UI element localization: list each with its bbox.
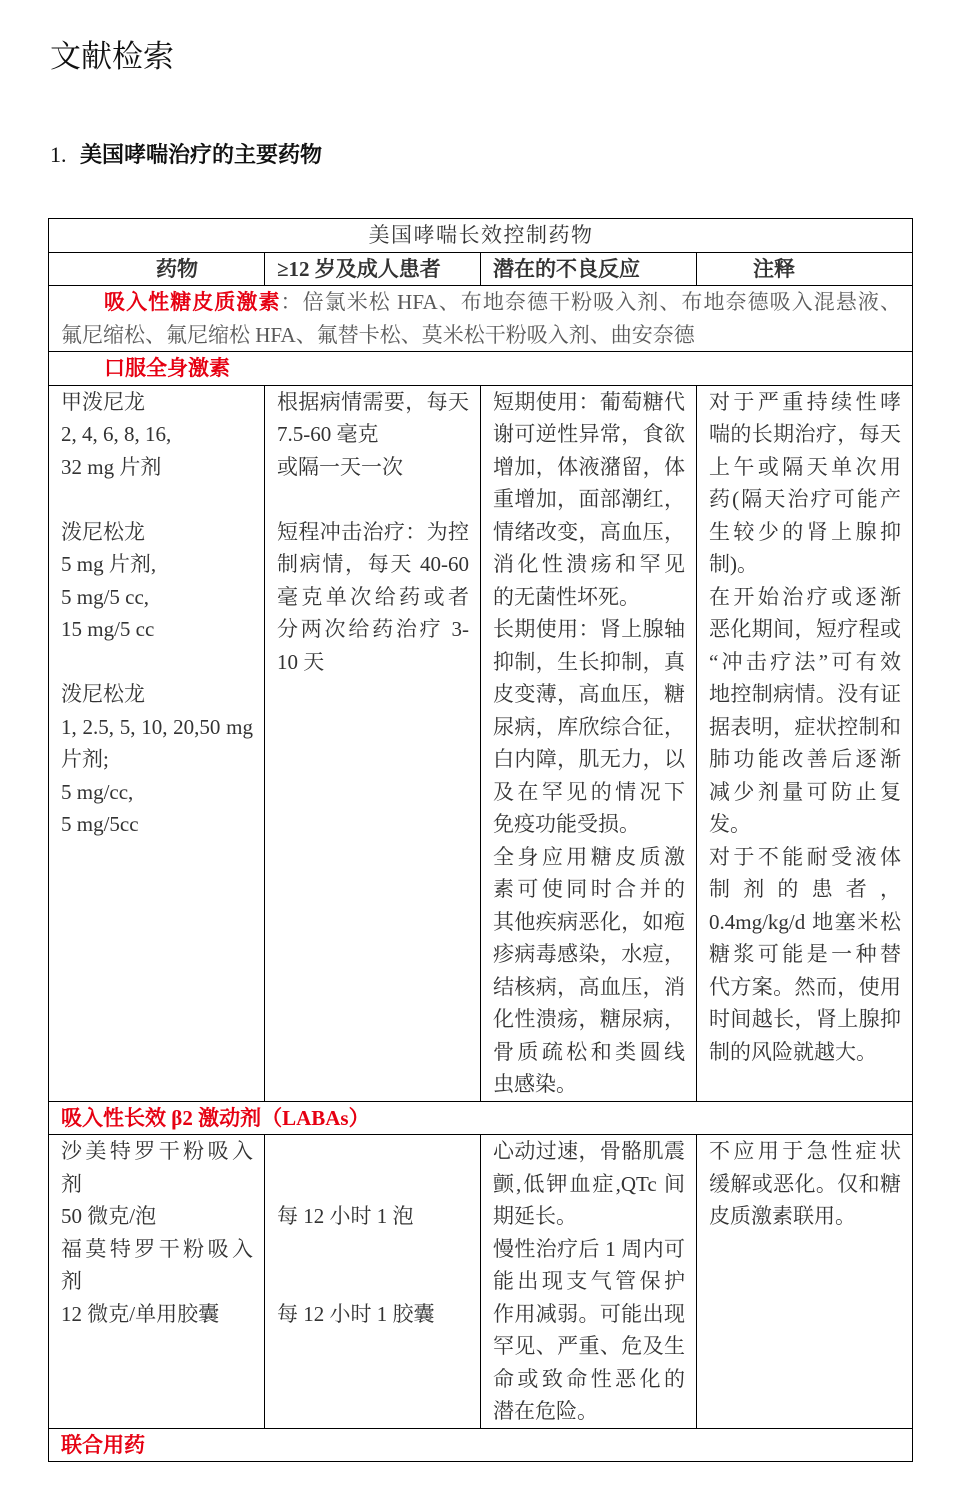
cell-line: 或隔一天一次 bbox=[277, 454, 403, 479]
ics-drug-list-1: ：倍氯米松 HFA、布地奈德干粉吸入剂、布地奈德吸入混悬液、 bbox=[280, 290, 901, 314]
header-notes: 注释 bbox=[697, 252, 913, 286]
header-drug: 药物 bbox=[49, 252, 265, 286]
blank-line bbox=[277, 1168, 469, 1201]
cell-line: 白内障，肌无力，以 bbox=[493, 747, 685, 771]
cell-line: 片剂; bbox=[61, 747, 109, 771]
cell-line: 沙美特罗干粉吸入 bbox=[61, 1139, 253, 1163]
cell-line: 在开始治疗或逐渐 bbox=[709, 584, 901, 609]
cell-line: 制)。 bbox=[709, 552, 758, 576]
cell-line: 谢可逆性异常，食欲 bbox=[493, 422, 685, 446]
cell-line: 5 mg 片剂, bbox=[61, 552, 157, 576]
cell-line: 素可使同时合并的 bbox=[493, 877, 685, 901]
cell-line: 结核病，高血压，消 bbox=[493, 974, 685, 999]
cell-line: 5 mg/cc, bbox=[61, 779, 134, 804]
cell-line: 罕见、严重、危及生 bbox=[493, 1334, 685, 1358]
cell-line: 短期使用：葡萄糖代 bbox=[493, 389, 685, 414]
cell-line: 毫克单次给药或者 bbox=[277, 584, 469, 609]
cell-line: 缓解或恶化。仅和糖 bbox=[709, 1171, 901, 1196]
table-header-row bbox=[49, 252, 913, 286]
combination-label-cell bbox=[49, 1428, 913, 1462]
cell-line: 的无菌性坏死。 bbox=[493, 584, 640, 609]
cell-line: 据表明，症状控制和 bbox=[709, 714, 901, 739]
oral-drug-cell bbox=[49, 385, 265, 1101]
cell-line: 恶化期间，短疗程或 bbox=[709, 617, 901, 641]
cell-line: 2, 4, 6, 8, 16, bbox=[61, 422, 172, 446]
cell-line: 甲泼尼龙 bbox=[61, 389, 145, 414]
oral-systemic-label-cell bbox=[49, 352, 913, 386]
cell-line: 虫感染。 bbox=[493, 1072, 577, 1096]
cell-line: 皮质激素联用。 bbox=[709, 1204, 856, 1228]
cell-line: 期延长。 bbox=[493, 1204, 577, 1228]
labas-dose-cell bbox=[265, 1135, 481, 1429]
cell-line: 每 12 小时 1 泡 bbox=[277, 1204, 414, 1228]
cell-line: 分两次给药治疗 3- bbox=[277, 617, 469, 641]
cell-line: 根据病情需要，每天 bbox=[277, 389, 469, 414]
cell-line: 50 微克/泡 bbox=[61, 1204, 157, 1228]
cell-line: 1, 2.5, 5, 10, 20,50 mg bbox=[61, 714, 253, 739]
category-label-labas: 吸入性长效 β2 激动剂（LABAs） bbox=[61, 1105, 370, 1130]
cell-line: 短程冲击治疗：为控 bbox=[277, 519, 469, 544]
cell-line: 制病情，每天 40-60 bbox=[277, 552, 469, 576]
cell-line: 剂 bbox=[61, 1171, 82, 1196]
cell-line: 7.5-60 毫克 bbox=[277, 422, 379, 446]
cell-line: 重增加，面部潮红， bbox=[493, 487, 685, 511]
cell-line: 免疫功能受损。 bbox=[493, 812, 640, 836]
oral-systemic-label-row bbox=[49, 352, 913, 386]
cell-line: 作用减弱。可能出现 bbox=[493, 1301, 685, 1326]
cell-line: 地控制病情。没有证 bbox=[709, 682, 901, 706]
cell-line: 12 微克/单用胶囊 bbox=[61, 1301, 220, 1326]
cell-line: 生较少的肾上腺抑 bbox=[709, 519, 901, 544]
oral-systemic-data-row bbox=[49, 385, 913, 1101]
cell-line: 上午或隔天单次用 bbox=[709, 454, 901, 479]
cell-line: 福莫特罗干粉吸入 bbox=[61, 1236, 253, 1261]
cell-line: 命或致命性恶化的 bbox=[493, 1366, 685, 1391]
blank-line bbox=[277, 1265, 469, 1298]
cell-line: 5 mg/5cc bbox=[61, 812, 139, 836]
cell-line: 骨质疏松和类圆线 bbox=[493, 1039, 685, 1064]
cell-line: 泼尼松龙 bbox=[61, 682, 145, 706]
cell-line: 10 天 bbox=[277, 649, 325, 674]
blank-line bbox=[277, 1233, 469, 1266]
ics-drug-list-2: 氟尼缩松、氟尼缩松 HFA、氟替卡松、莫米松干粉吸入剂、曲安奈德 bbox=[61, 322, 695, 347]
category-label-combination: 联合用药 bbox=[61, 1432, 145, 1457]
category-label-ics: 吸入性糖皮质激素 bbox=[104, 290, 281, 314]
table-caption-row bbox=[49, 219, 913, 253]
labas-label-row bbox=[49, 1101, 913, 1135]
section-title bbox=[50, 140, 322, 171]
blank-line bbox=[277, 1135, 469, 1168]
cell-line: 增加，体液潴留，体 bbox=[493, 454, 685, 479]
cell-line: 0.4mg/kg/d 地塞米松 bbox=[709, 909, 901, 934]
cell-line: 消化性溃疡和罕见 bbox=[493, 552, 685, 576]
cell-line: 药(隔天治疗可能产 bbox=[709, 487, 901, 511]
cell-line: 15 mg/5 cc bbox=[61, 617, 155, 641]
cell-line: 5 mg/5 cc, bbox=[61, 584, 150, 609]
blank-line bbox=[61, 483, 253, 516]
cell-line: 减少剂量可防止复 bbox=[709, 779, 901, 804]
cell-line: 不应用于急性症状 bbox=[709, 1139, 901, 1163]
cell-line: 对于不能耐受液体 bbox=[709, 844, 901, 869]
cell-line: 皮变薄，高血压，糖 bbox=[493, 682, 685, 706]
cell-line: 时间越长，肾上腺抑 bbox=[709, 1007, 901, 1031]
labas-notes-cell bbox=[697, 1135, 913, 1429]
cell-line: 长期使用：肾上腺轴 bbox=[493, 617, 685, 641]
oral-notes-cell bbox=[697, 385, 913, 1101]
cell-line: “冲击疗法”可有效 bbox=[709, 649, 901, 674]
header-adverse: 潜在的不良反应 bbox=[481, 252, 697, 286]
cell-line: 化性溃疡，糖尿病， bbox=[493, 1007, 685, 1031]
blank-line bbox=[277, 483, 469, 516]
cell-line: 糖浆可能是一种替 bbox=[709, 942, 901, 966]
cell-line: 其他疾病恶化，如疱 bbox=[493, 909, 685, 934]
labas-drug-cell bbox=[49, 1135, 265, 1429]
cell-line: 情绪改变，高血压， bbox=[493, 519, 685, 544]
cell-line: 尿病，库欣综合征， bbox=[493, 714, 685, 739]
labas-adverse-cell bbox=[481, 1135, 697, 1429]
blank-line bbox=[61, 646, 253, 679]
category-label-oral: 口服全身激素 bbox=[104, 356, 230, 380]
cell-line: 代方案。然而，使用 bbox=[709, 974, 901, 999]
cell-line: 全身应用糖皮质激 bbox=[493, 844, 685, 869]
table-caption: 美国哮喘长效控制药物 bbox=[49, 219, 913, 253]
cell-line: 剂 bbox=[61, 1269, 82, 1293]
section-title-text: 美国哮喘治疗的主要药物 bbox=[80, 143, 323, 168]
cell-line: 喘的长期治疗，每天 bbox=[709, 422, 901, 446]
cell-line: 每 12 小时 1 胶囊 bbox=[277, 1301, 435, 1326]
page-title: 文献检索 bbox=[50, 39, 174, 75]
oral-adverse-cell bbox=[481, 385, 697, 1101]
cell-line: 能出现支气管保护 bbox=[493, 1269, 685, 1293]
ics-line-1 bbox=[61, 286, 901, 319]
combination-label-row bbox=[49, 1428, 913, 1462]
medication-table bbox=[48, 218, 913, 1462]
oral-dose-cell bbox=[265, 385, 481, 1101]
section-number: 1. bbox=[50, 142, 67, 167]
labas-data-row bbox=[49, 1135, 913, 1429]
cell-line: 及在罕见的情况下 bbox=[493, 779, 685, 804]
inhaled-corticosteroids-row bbox=[49, 286, 913, 352]
labas-label-cell bbox=[49, 1101, 913, 1135]
cell-line: 制剂的患者， bbox=[709, 877, 901, 901]
cell-line: 颤,低钾血症,QTc 间 bbox=[493, 1171, 685, 1196]
cell-line: 心动过速，骨骼肌震 bbox=[493, 1139, 685, 1163]
cell-line: 制的风险就越大。 bbox=[709, 1039, 877, 1064]
cell-line: 疹病毒感染，水痘， bbox=[493, 942, 685, 966]
cell-line: 慢性治疗后 1 周内可 bbox=[493, 1236, 685, 1261]
cell-line: 发。 bbox=[709, 812, 751, 836]
cell-line: 32 mg 片剂 bbox=[61, 454, 162, 479]
cell-line: 抑制，生长抑制，真 bbox=[493, 649, 685, 674]
ics-line-2 bbox=[61, 319, 901, 352]
cell-line: 潜在危险。 bbox=[493, 1399, 598, 1423]
cell-line: 泼尼松龙 bbox=[61, 519, 145, 544]
cell-line: 肺功能改善后逐渐 bbox=[709, 747, 901, 771]
inhaled-corticosteroids-cell bbox=[49, 286, 913, 352]
header-dose: ≥12 岁及成人患者 bbox=[265, 252, 481, 286]
cell-line: 对于严重持续性哮 bbox=[709, 389, 901, 414]
